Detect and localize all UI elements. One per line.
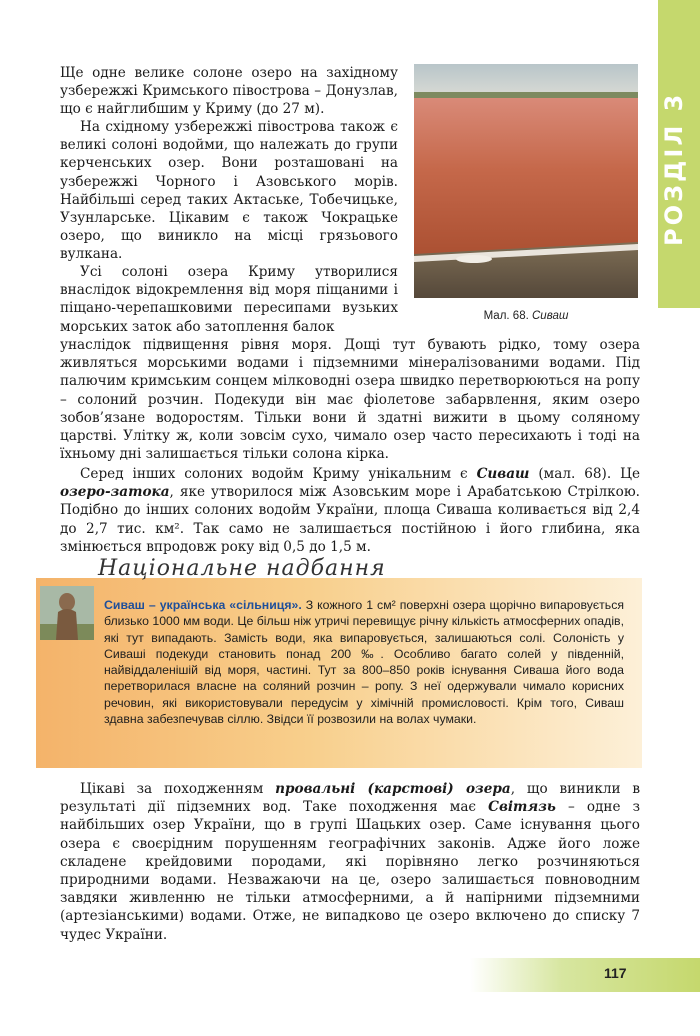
statue-icon	[40, 586, 94, 640]
paragraph-donuzlav: Ще одне велике солоне озеро на західному узбережжі Кримського півострова – Донузлав, що є найглибшим у Криму (до 27 м).	[60, 65, 398, 118]
paragraph-karst	[60, 780, 640, 944]
paragraph-origin-a: Усі солоні озера Криму утворилися внаслідок відокремлення від моря піщаними і піщано-черепашковими пересипами вузьких морських заток або затоплення балок	[60, 264, 398, 335]
caption-name: Сиваш	[532, 310, 569, 322]
text-run: , яке утворилося між Азовським море і Арабатською Стрілкою. Подібно до інших солоних водойм України, площа Сиваша коливається від 2,4 до 2,7 тис. км². Так само не залишається постійною і його глибина, яка змінюється впродовж року від 0,5 до 1,5 м.	[60, 484, 640, 555]
page-number: 117	[604, 965, 627, 981]
page-number-bar	[470, 958, 700, 992]
paragraph-origin-b: унаслідок підвищення рівня моря. Дощі тут бувають рідко, тому озера живляться морськими водами і підземними мінералізованими водами. Під палючим кримським сонцем мілководні озера швидко перетворюються на ропу – солоний розчин. Подекуди він має фіолетове забарвлення, яким озеро зобов’язане водоростям. Тільки вони й здатні вижити в цьому соляному царстві. Улітку ж, коли зовсім сухо, чимало озер часто пересихають і тоді на їхньому дні залишається тільки солона кірка.	[60, 337, 640, 463]
text-run: (мал. 68). Це	[529, 466, 640, 482]
heritage-body: З кожного 1 см² поверхні озера щорічно випаровується близько 1000 мм води. Це більш ніж утричі перевищує річну кількість атмосферних опадів, які тут випадають. Замість води, яка випаровується, залишаються солі. Солоність у Сиваші подекуди становить понад 200 ‰. Особливо багато солей у південній, найвіддаленішій від моря, частині. Тут за 800–850 років існування Сиваша його вода перетворилася власне на соляний розчин – ропу. З неї одержували чимало корисних речовин, які використовували передусім у хімічній промисловості. Крім того, Сиваш здавна забезпечував сіллю. Звідси її розвозили на волах чумаки.	[104, 598, 625, 727]
figure-caption	[414, 310, 638, 322]
text-run: – одне з найбільших озер України, що в групі Шацьких озер. Саме існування цього озера є своєрідним порушенням географічних законів. Адже його ложе складене крейдовими породами, які порівняно легко розчиняються природними водами. Незважаючи на це, озеро залишається повноводним завдяки живленню не тільки атмосферними, а й напірними підземними (артезіанськими) водами. Отже, не випадково це озеро включено до списку 7 чудес України.	[60, 799, 640, 943]
term-lake-bay: озеро-затока	[60, 484, 170, 501]
term-svitiaz: Світязь	[488, 799, 556, 816]
chapter-tab-label: РОЗДІЛ 3	[660, 91, 688, 247]
text-run: , що виникли в результаті дії підземних вод. Таке походження має	[60, 781, 641, 816]
heritage-title: Національне надбання	[98, 556, 386, 581]
sivash-photo	[414, 64, 638, 298]
term-karst-lakes: провальні (карстові) озера	[275, 781, 511, 797]
text-run: Серед інших солоних водойм Криму унікальним є	[80, 466, 477, 482]
heritage-lead: Сиваш – українська «сільниця».	[104, 598, 302, 612]
term-sivash: Сиваш	[476, 466, 530, 482]
heritage-text	[104, 597, 624, 727]
paragraph-east-coast: На східному узбережжі півострова також є великі солоні водойми, що належать до групи керченських озер. Вони розташовані на узбережжі Чорного і Азовського морів. Найбільші серед таких Актаське, Тобечицьке, Узунларське. Цікавим є також Чокрацьке озеро, що виникло на місці грязьового вулкана.	[60, 119, 398, 263]
text-run: Цікаві за походженням	[80, 781, 276, 797]
caption-prefix: Мал. 68.	[483, 310, 529, 322]
paragraph-sivash	[60, 465, 640, 556]
